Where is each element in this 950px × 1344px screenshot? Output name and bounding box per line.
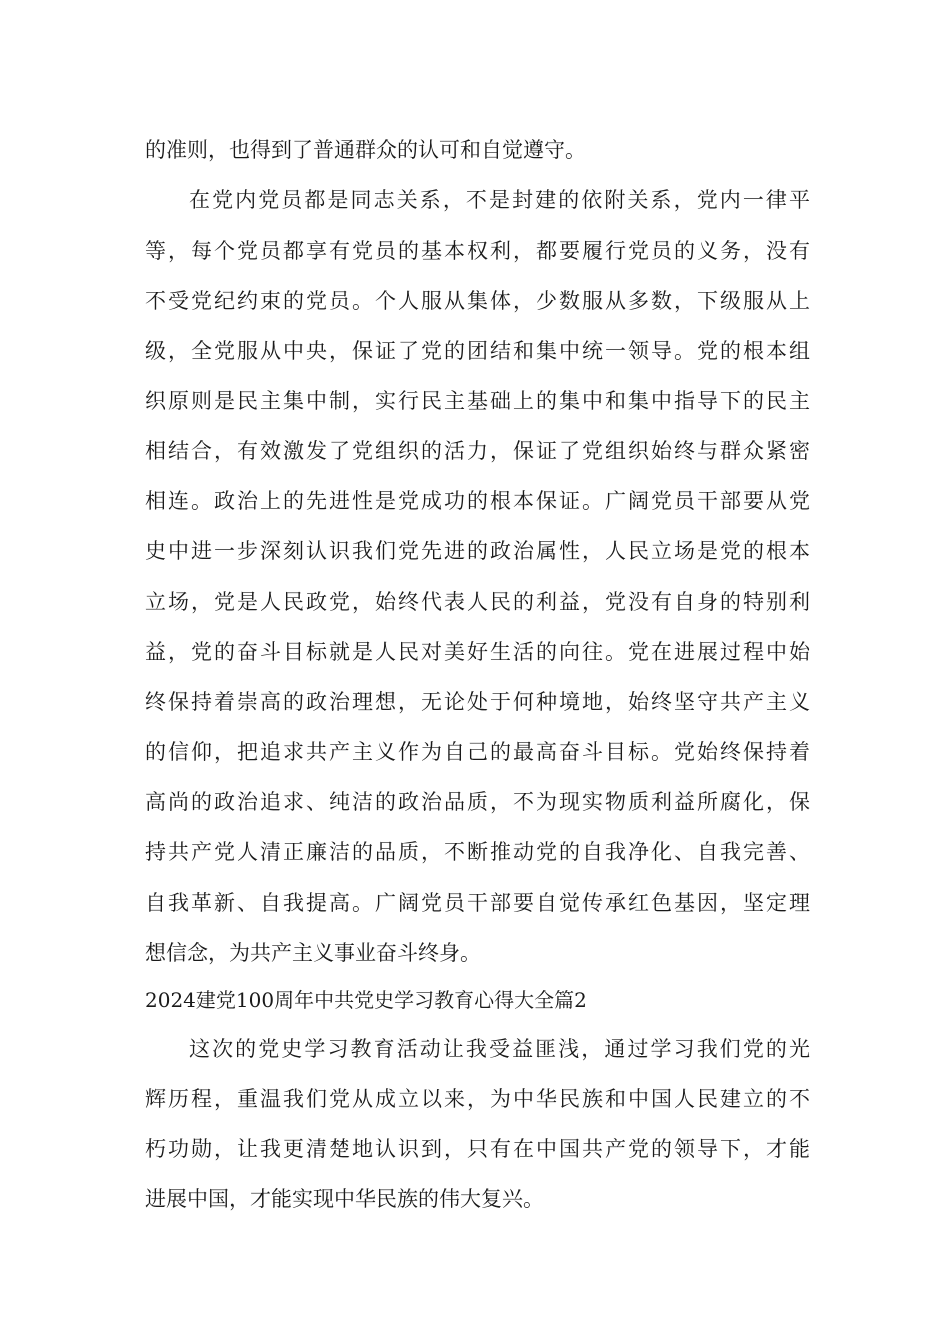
- paragraph-line: 立场，党是人民政党，始终代表人民的利益，党没有自身的特别利: [145, 590, 810, 614]
- paragraph-line: 益，党的奋斗目标就是人民对美好生活的向往。党在进展过程中始: [145, 640, 810, 664]
- paragraph-line: 的准则，也得到了普通群众的认可和自觉遵守。: [145, 138, 586, 162]
- paragraph-line: 等，每个党员都享有党员的基本权利，都要履行党员的义务，没有: [145, 239, 810, 263]
- paragraph-line: 在党内党员都是同志关系，不是封建的依附关系，党内一律平: [189, 188, 810, 212]
- paragraph-line: 相连。政治上的先进性是党成功的根本保证。广阔党员干部要从党: [145, 489, 810, 513]
- paragraph-line: 辉历程，重温我们党从成立以来，为中华民族和中国人民建立的不: [145, 1087, 810, 1111]
- paragraph-line: 这次的党史学习教育活动让我受益匪浅，通过学习我们党的光: [189, 1037, 810, 1061]
- paragraph-line: 级，全党服从中央，保证了党的团结和集中统一领导。党的根本组: [145, 339, 810, 363]
- paragraph-line: 高尚的政治追求、纯洁的政治品质，不为现实物质利益所腐化，保: [145, 790, 810, 814]
- section-heading: 2024建党100周年中共党史学习教育心得大全篇2: [145, 988, 587, 1012]
- paragraph-line: 持共产党人清正廉洁的品质，不断推动党的自我净化、自我完善、: [145, 840, 810, 864]
- paragraph-line: 不受党纪约束的党员。个人服从集体，少数服从多数，下级服从上: [145, 289, 810, 313]
- paragraph-line: 朽功勋，让我更清楚地认识到，只有在中国共产党的领导下，才能: [145, 1137, 810, 1161]
- paragraph-line: 的信仰，把追求共产主义作为自己的最高奋斗目标。党始终保持着: [145, 740, 810, 764]
- paragraph-line: 自我革新、自我提高。广阔党员干部要自觉传承红色基因，坚定理: [145, 891, 810, 915]
- paragraph-line: 终保持着崇高的政治理想，无论处于何种境地，始终坚守共产主义: [145, 690, 810, 714]
- paragraph-line: 史中进一步深刻认识我们党先进的政治属性，人民立场是党的根本: [145, 539, 810, 563]
- paragraph-line: 相结合，有效激发了党组织的活力，保证了党组织始终与群众紧密: [145, 439, 810, 463]
- paragraph-line: 想信念，为共产主义事业奋斗终身。: [145, 941, 481, 965]
- paragraph-line: 进展中国，才能实现中华民族的伟大复兴。: [145, 1187, 544, 1211]
- paragraph-line: 织原则是民主集中制，实行民主基础上的集中和集中指导下的民主: [145, 389, 810, 413]
